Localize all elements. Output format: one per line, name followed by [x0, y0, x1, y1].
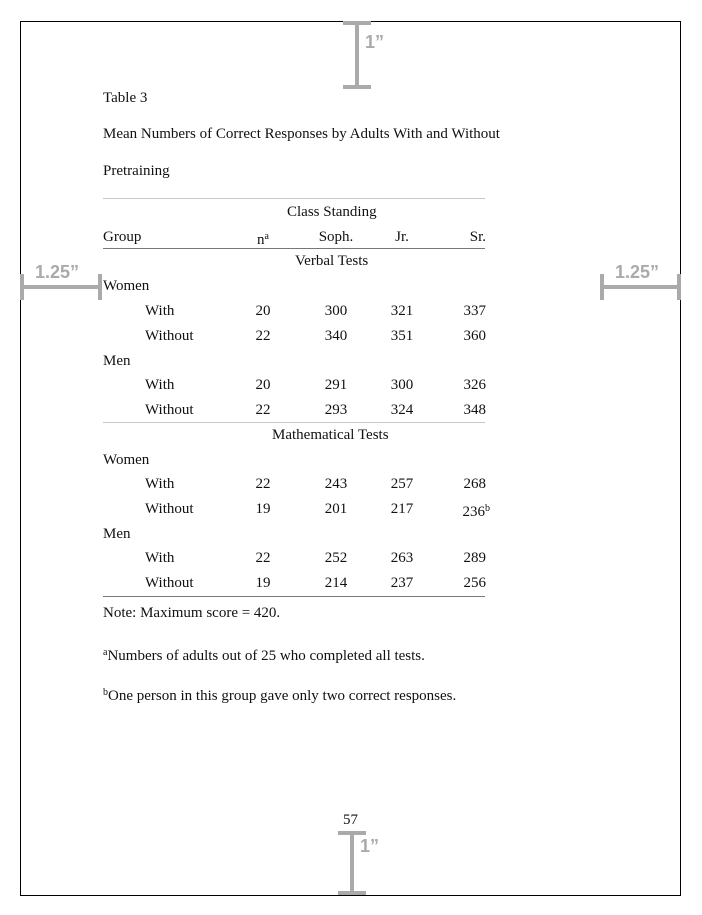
bottom-margin-label: 1”: [360, 836, 380, 856]
cell-soph: 340: [324, 328, 348, 344]
cell-sr: 337: [463, 303, 486, 319]
cell-n: 22: [255, 402, 271, 418]
row-label: With: [145, 476, 175, 492]
cell-soph: 293: [324, 402, 348, 418]
table-title-line2: Pretraining: [103, 163, 170, 179]
table-note: Note: Maximum score = 420.: [103, 605, 281, 621]
cell-jr: 217: [390, 501, 414, 517]
cell-n: 20: [255, 377, 271, 393]
cell-n: 22: [255, 476, 271, 492]
cell-n: 22: [255, 328, 271, 344]
cell-jr: 351: [390, 328, 414, 344]
row-label: With: [145, 303, 175, 319]
cell-sr: 268: [463, 476, 486, 492]
footnote-a: $^a$Numbers of adults out of 25 who completed all tests.: [103, 647, 425, 664]
row-label: Without: [145, 575, 194, 591]
header-soph: Soph.: [318, 229, 354, 245]
section-title-verbal: Verbal Tests: [295, 253, 369, 269]
group-label: Women: [103, 452, 150, 468]
row-label: Without: [145, 501, 194, 517]
cell-soph: 243: [324, 476, 348, 492]
cell-sr: 360: [463, 328, 486, 344]
header-rule: [103, 248, 485, 249]
row-label: Without: [145, 402, 194, 418]
cell-soph: 291: [324, 377, 348, 393]
cell-jr: 237: [390, 575, 414, 591]
group-label: Men: [103, 353, 131, 369]
cell-soph: 214: [324, 575, 348, 591]
cell-n: 19: [255, 575, 271, 591]
footnote-mark-b: b: [485, 503, 490, 514]
section-divider: [103, 422, 485, 423]
cell-jr: 257: [390, 476, 414, 492]
header-n-footnote-mark: a: [264, 231, 269, 242]
group-label: Men: [103, 526, 131, 542]
cell-sr: 289: [463, 550, 486, 566]
page-number: 57: [343, 812, 358, 828]
left-margin-label: 1.25”: [35, 262, 80, 282]
cell-sr: 348: [463, 402, 486, 418]
table-title-line1: Mean Numbers of Correct Responses by Adults With and Without: [103, 126, 500, 142]
row-label: With: [145, 377, 175, 393]
cell-sr: 326: [463, 377, 486, 393]
cell-soph: 300: [324, 303, 348, 319]
footnote-b: $^b$One person in this group gave only two correct responses.: [103, 687, 457, 704]
row-label: With: [145, 550, 175, 566]
top-margin-label: 1”: [365, 32, 385, 52]
cell-jr: 300: [390, 377, 414, 393]
cell-sr: 236$^b$: [462, 503, 490, 520]
cell-n: 20: [255, 303, 271, 319]
cell-soph: 252: [324, 550, 348, 566]
cell-jr: 324: [390, 402, 414, 418]
table-number: Table 3: [103, 90, 148, 106]
column-spanner: Class Standing: [287, 204, 377, 220]
cell-sr: 256: [463, 575, 486, 591]
cell-jr: 321: [390, 303, 414, 319]
table-top-rule: [103, 198, 485, 199]
row-label: Without: [145, 328, 194, 344]
cell-jr: 263: [390, 550, 414, 566]
header-jr: Jr.: [395, 229, 409, 245]
header-n: $n^a$: [257, 231, 269, 248]
cell-n: 22: [255, 550, 271, 566]
header-sr: Sr.: [469, 229, 486, 245]
section-title-math: Mathematical Tests: [272, 427, 389, 443]
group-label: Women: [103, 278, 150, 294]
table-bottom-rule: [103, 596, 485, 597]
right-margin-label: 1.25”: [615, 262, 660, 282]
header-group: Group: [103, 229, 142, 245]
cell-n: 19: [255, 501, 271, 517]
cell-soph: 201: [324, 501, 348, 517]
